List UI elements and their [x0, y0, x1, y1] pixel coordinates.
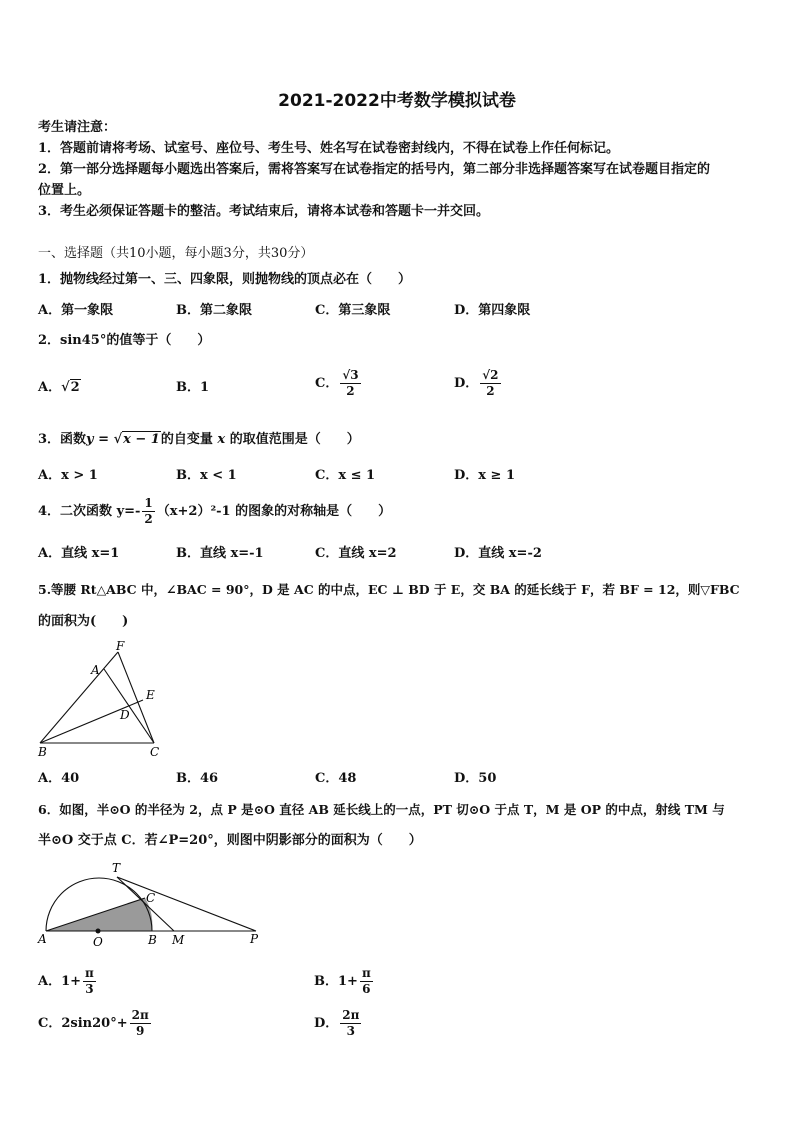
- q6-option-b[interactable]: [314, 966, 375, 997]
- page-title: 2021-2022中考数学模拟试卷: [278, 91, 516, 111]
- q2-option-d-numerator: √2: [482, 368, 499, 382]
- q6-option-a-label: A．1+: [38, 974, 82, 989]
- q5-label-B: B: [38, 745, 47, 759]
- q4-fraction-denominator: 2: [144, 512, 153, 526]
- q1-option-a[interactable]: A．第一象限: [38, 303, 114, 318]
- q4-fraction: [142, 496, 154, 527]
- q5-option-a[interactable]: A．40: [38, 771, 80, 786]
- q2-option-c-fraction: [340, 368, 360, 399]
- q2-stem: 2．sin45°的值等于（ ）: [38, 333, 211, 348]
- q3-stem-end: 的取值范围是（ ）: [229, 432, 360, 447]
- q2-option-d[interactable]: [454, 368, 503, 399]
- q2-option-c-label: C．: [315, 376, 339, 391]
- notice-item-2-cont: 位置上。: [38, 183, 91, 198]
- q4-stem: [38, 496, 391, 527]
- q2-option-c-denominator: 2: [346, 384, 355, 398]
- q6-option-c-numerator: 2π: [131, 1008, 149, 1022]
- q5-label-D: D: [120, 708, 130, 722]
- q1-option-d[interactable]: D．第四象限: [454, 303, 531, 318]
- q6-stem-line1: 6．如图，半⊙O 的半径为 2，点 P 是⊙O 直径 AB 延长线上的一点，PT 切⊙O 于点 T，M 是 OP 的中点，射线 TM 与: [38, 802, 725, 817]
- q6-label-M: M: [172, 933, 185, 947]
- q4-fraction-numerator: 1: [144, 496, 153, 510]
- q3-option-c[interactable]: C．x ≤ 1: [315, 468, 376, 483]
- q2-option-d-label: D．: [454, 376, 479, 391]
- q6-label-O: O: [93, 935, 103, 949]
- q3-var: x: [217, 432, 226, 447]
- q2-option-c-radicand: 3: [350, 368, 359, 382]
- q6-label-C: C: [146, 891, 156, 905]
- q6-option-b-fraction: [360, 966, 373, 997]
- q5-figure: [34, 640, 174, 760]
- q3-stem-post: 的自变量: [160, 432, 213, 447]
- notice-item-2: 2．第一部分选择题每小题选出答案后，需将答案写在试卷指定的括号内，第二部分非选择题答案写在试卷题目指定的: [38, 162, 711, 177]
- q5-label-A: A: [91, 663, 100, 677]
- q1-option-c[interactable]: C．第三象限: [315, 303, 391, 318]
- q6-option-d-label: D．: [314, 1016, 339, 1031]
- q2-option-b[interactable]: B．1: [176, 380, 210, 395]
- q2-option-c-numerator: √3: [342, 368, 359, 382]
- q6-figure: [34, 858, 274, 954]
- q3-option-b[interactable]: B．x < 1: [176, 468, 237, 483]
- q2-option-c[interactable]: [315, 368, 363, 399]
- sqrt-symbol: √2: [61, 380, 80, 395]
- q3-option-a[interactable]: A．x > 1: [38, 468, 98, 483]
- q6-option-d-fraction: [340, 1008, 361, 1039]
- q2-option-d-radicand: 2: [490, 368, 499, 382]
- q3-stem-pre: 3．函数: [38, 432, 87, 447]
- notice-item-1: 1．答题前请将考场、试室号、座位号、考生号、姓名写在试卷密封线内，不得在试卷上作任何标记。: [38, 141, 620, 156]
- q2-option-d-denominator: 2: [486, 384, 495, 398]
- q4-option-b[interactable]: B．直线 x=-1: [176, 546, 264, 561]
- q5-segment-BF: [40, 652, 118, 743]
- q4-option-a[interactable]: A．直线 x=1: [38, 546, 120, 561]
- q6-option-b-numerator: π: [361, 966, 371, 980]
- q6-option-b-label: B．1+: [314, 974, 358, 989]
- q4-stem-pre: 4．二次函数 y=-: [38, 504, 141, 519]
- q6-option-d-numerator: 2π: [342, 1008, 360, 1022]
- q6-option-b-denominator: 6: [362, 982, 371, 996]
- q6-center-dot: [96, 929, 101, 934]
- q6-label-T: T: [112, 861, 121, 875]
- q6-option-a-denominator: 3: [85, 982, 94, 996]
- q1-option-b[interactable]: B．第二象限: [176, 303, 252, 318]
- q6-label-P: P: [250, 932, 259, 946]
- q5-label-E: E: [146, 688, 155, 702]
- section-heading: 一、选择题（共10小题，每小题3分，共30分）: [38, 246, 314, 261]
- q5-label-C: C: [150, 745, 160, 759]
- q5-option-b[interactable]: B．46: [176, 771, 219, 786]
- q6-option-c-label: C．2sin20°+: [38, 1016, 128, 1031]
- q2-option-a-label: A．: [38, 380, 62, 395]
- q6-option-a[interactable]: [38, 966, 98, 997]
- q6-label-A: A: [38, 932, 47, 946]
- q5-option-c[interactable]: C．48: [315, 771, 357, 786]
- q1-stem: 1．抛物线经过第一、三、四象限，则抛物线的顶点必在（ ）: [38, 272, 412, 287]
- q6-option-a-fraction: [83, 966, 96, 997]
- q6-stem-line2: 半⊙O 交于点 C．若∠P=20°，则图中阴影部分的面积为（ ）: [38, 833, 422, 848]
- q3-func-y: y =: [86, 432, 110, 447]
- q3-option-d[interactable]: D．x ≥ 1: [454, 468, 516, 483]
- q6-option-d[interactable]: [314, 1008, 363, 1039]
- q6-option-d-denominator: 3: [346, 1024, 356, 1038]
- q5-label-F: F: [116, 640, 125, 653]
- notice-item-3: 3．考生必须保证答题卡的整洁。考试结束后，请将本试卷和答题卡一并交回。: [38, 204, 490, 219]
- q2-option-d-fraction: [480, 368, 500, 399]
- q6-option-c-denominator: 9: [135, 1024, 145, 1038]
- notice-heading: 考生请注意：: [38, 120, 117, 135]
- q2-option-a[interactable]: [38, 378, 81, 398]
- q4-stem-post: （x+2）²-1 的图象的对称轴是（ ）: [156, 504, 392, 519]
- q2-option-a-radicand: 2: [70, 380, 80, 395]
- q5-stem-line2: 的面积为( ): [38, 614, 129, 629]
- q6-option-c[interactable]: [38, 1008, 153, 1039]
- q5-option-d[interactable]: D．50: [454, 771, 497, 786]
- q6-option-c-fraction: [130, 1008, 151, 1039]
- sqrt-symbol: √x − 1: [113, 432, 160, 447]
- q3-stem: [38, 430, 360, 450]
- q6-option-a-numerator: π: [85, 966, 94, 980]
- q5-stem-line1: 5.等腰 Rt△ABC 中，∠BAC = 90°，D 是 AC 的中点，EC ⊥ BD 于 E，交 BA 的延长线于 F，若 BF = 12，则▽FBC: [38, 582, 740, 597]
- q4-option-c[interactable]: C．直线 x=2: [315, 546, 397, 561]
- q3-func-radicand: x − 1: [123, 432, 160, 447]
- q4-option-d[interactable]: D．直线 x=-2: [454, 546, 542, 561]
- q6-label-B: B: [148, 933, 157, 947]
